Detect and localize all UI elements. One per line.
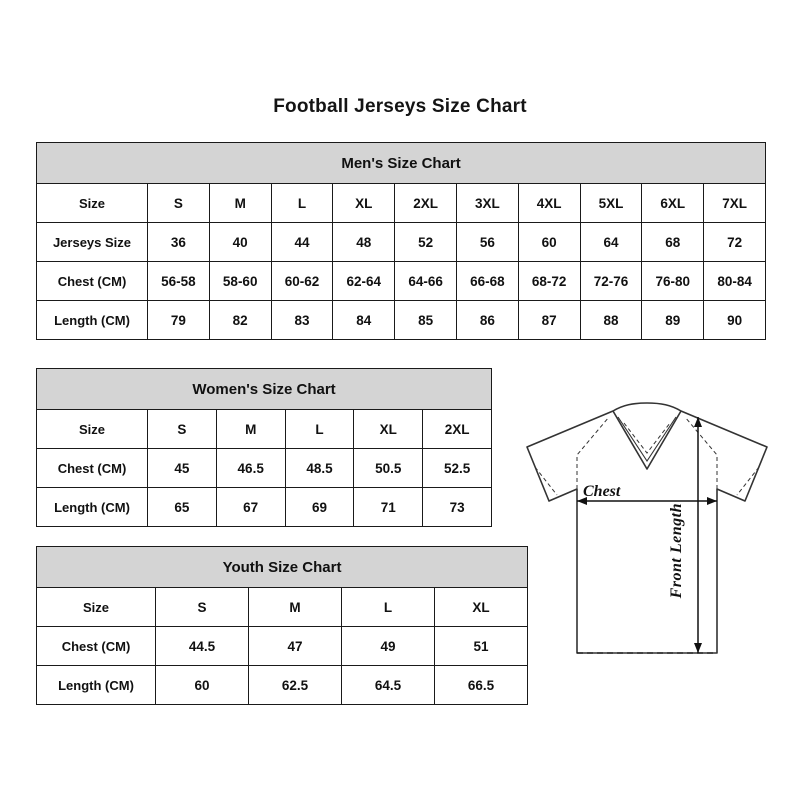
table-cell: M <box>249 588 342 627</box>
table-row <box>37 184 766 223</box>
table-row <box>37 410 492 449</box>
page-title: Football Jerseys Size Chart <box>273 96 527 117</box>
table-cell: 84 <box>333 301 395 340</box>
jersey-measurement-diagram <box>505 395 790 695</box>
mens-size-chart <box>36 142 765 340</box>
table-cell: 58-60 <box>209 262 271 301</box>
table-cell: 60 <box>156 666 249 705</box>
table-cell: 64.5 <box>342 666 435 705</box>
table-cell: 4XL <box>518 184 580 223</box>
table-cell: 65 <box>148 488 217 527</box>
table-cell: 7XL <box>704 184 766 223</box>
table-section-header-row <box>37 369 492 410</box>
table-cell: 62.5 <box>249 666 342 705</box>
right-sleeve-seam <box>685 417 717 489</box>
table-cell: 3XL <box>456 184 518 223</box>
table-cell: 48.5 <box>285 449 354 488</box>
table-cell: 80-84 <box>704 262 766 301</box>
table-cell: S <box>156 588 249 627</box>
table-cell: 36 <box>148 223 210 262</box>
table-row <box>37 223 766 262</box>
table-cell: 46.5 <box>216 449 285 488</box>
table-row <box>37 588 528 627</box>
mens-size-table <box>36 142 766 340</box>
table-cell: 69 <box>285 488 354 527</box>
table-cell: 50.5 <box>354 449 423 488</box>
row-label: Chest (CM) <box>37 449 148 488</box>
youth-section-heading: Youth Size Chart <box>37 547 528 588</box>
collar-stitch-path <box>624 423 670 453</box>
table-cell: L <box>271 184 333 223</box>
table-cell: 79 <box>148 301 210 340</box>
row-label: Size <box>37 184 148 223</box>
table-cell: 6XL <box>642 184 704 223</box>
table-cell: 89 <box>642 301 704 340</box>
front-length-measure-label: Front Length <box>668 503 685 599</box>
table-section-header-row <box>37 547 528 588</box>
table-cell: M <box>209 184 271 223</box>
table-cell: XL <box>354 410 423 449</box>
table-cell: 5XL <box>580 184 642 223</box>
shirt-body-path <box>527 403 767 653</box>
row-label: Chest (CM) <box>37 627 156 666</box>
table-cell: 71 <box>354 488 423 527</box>
table-cell: 45 <box>148 449 217 488</box>
table-cell: 73 <box>423 488 492 527</box>
table-cell: 72-76 <box>580 262 642 301</box>
left-sleeve-seam <box>577 417 609 489</box>
womens-size-table <box>36 368 492 527</box>
table-row <box>37 262 766 301</box>
table-cell: 62-64 <box>333 262 395 301</box>
table-cell: L <box>342 588 435 627</box>
table-cell: S <box>148 410 217 449</box>
table-cell: 90 <box>704 301 766 340</box>
table-cell: XL <box>435 588 528 627</box>
table-cell: 66-68 <box>456 262 518 301</box>
table-cell: 67 <box>216 488 285 527</box>
chest-arrow-right <box>707 497 717 505</box>
table-cell: 2XL <box>395 184 457 223</box>
table-cell: 44 <box>271 223 333 262</box>
table-cell: XL <box>333 184 395 223</box>
table-row <box>37 627 528 666</box>
collar-inner-path <box>618 417 676 461</box>
table-cell: 72 <box>704 223 766 262</box>
table-cell: 44.5 <box>156 627 249 666</box>
table-row <box>37 666 528 705</box>
table-cell: 56-58 <box>148 262 210 301</box>
row-label: Jerseys Size <box>37 223 148 262</box>
table-cell: 86 <box>456 301 518 340</box>
chest-measure-label: Chest <box>583 483 621 500</box>
youth-size-table <box>36 546 528 705</box>
jersey-outline-icon <box>505 395 790 695</box>
table-cell: 47 <box>249 627 342 666</box>
womens-size-chart <box>36 368 491 527</box>
right-sleeve-hem <box>737 467 759 495</box>
table-cell: S <box>148 184 210 223</box>
row-label: Size <box>37 410 148 449</box>
womens-section-heading: Women's Size Chart <box>37 369 492 410</box>
table-cell: 56 <box>456 223 518 262</box>
table-cell: 88 <box>580 301 642 340</box>
table-cell: 87 <box>518 301 580 340</box>
table-cell: 66.5 <box>435 666 528 705</box>
table-cell: 68 <box>642 223 704 262</box>
table-cell: 64 <box>580 223 642 262</box>
front-length-arrow-bottom <box>694 643 702 653</box>
row-label: Length (CM) <box>37 666 156 705</box>
table-cell: 48 <box>333 223 395 262</box>
row-label: Size <box>37 588 156 627</box>
table-cell: 85 <box>395 301 457 340</box>
table-cell: 64-66 <box>395 262 457 301</box>
row-label: Length (CM) <box>37 301 148 340</box>
table-cell: 2XL <box>423 410 492 449</box>
table-cell: L <box>285 410 354 449</box>
table-cell: 52 <box>395 223 457 262</box>
table-cell: 52.5 <box>423 449 492 488</box>
mens-section-heading: Men's Size Chart <box>37 143 766 184</box>
table-row <box>37 301 766 340</box>
table-cell: 60-62 <box>271 262 333 301</box>
table-cell: 76-80 <box>642 262 704 301</box>
table-cell: 68-72 <box>518 262 580 301</box>
table-cell: 49 <box>342 627 435 666</box>
youth-size-chart <box>36 546 527 705</box>
table-cell: 82 <box>209 301 271 340</box>
left-sleeve-hem <box>535 467 557 495</box>
row-label: Chest (CM) <box>37 262 148 301</box>
table-row <box>37 449 492 488</box>
table-section-header-row <box>37 143 766 184</box>
table-cell: 83 <box>271 301 333 340</box>
row-label: Length (CM) <box>37 488 148 527</box>
table-cell: 60 <box>518 223 580 262</box>
table-row <box>37 488 492 527</box>
table-cell: M <box>216 410 285 449</box>
table-cell: 51 <box>435 627 528 666</box>
table-cell: 40 <box>209 223 271 262</box>
